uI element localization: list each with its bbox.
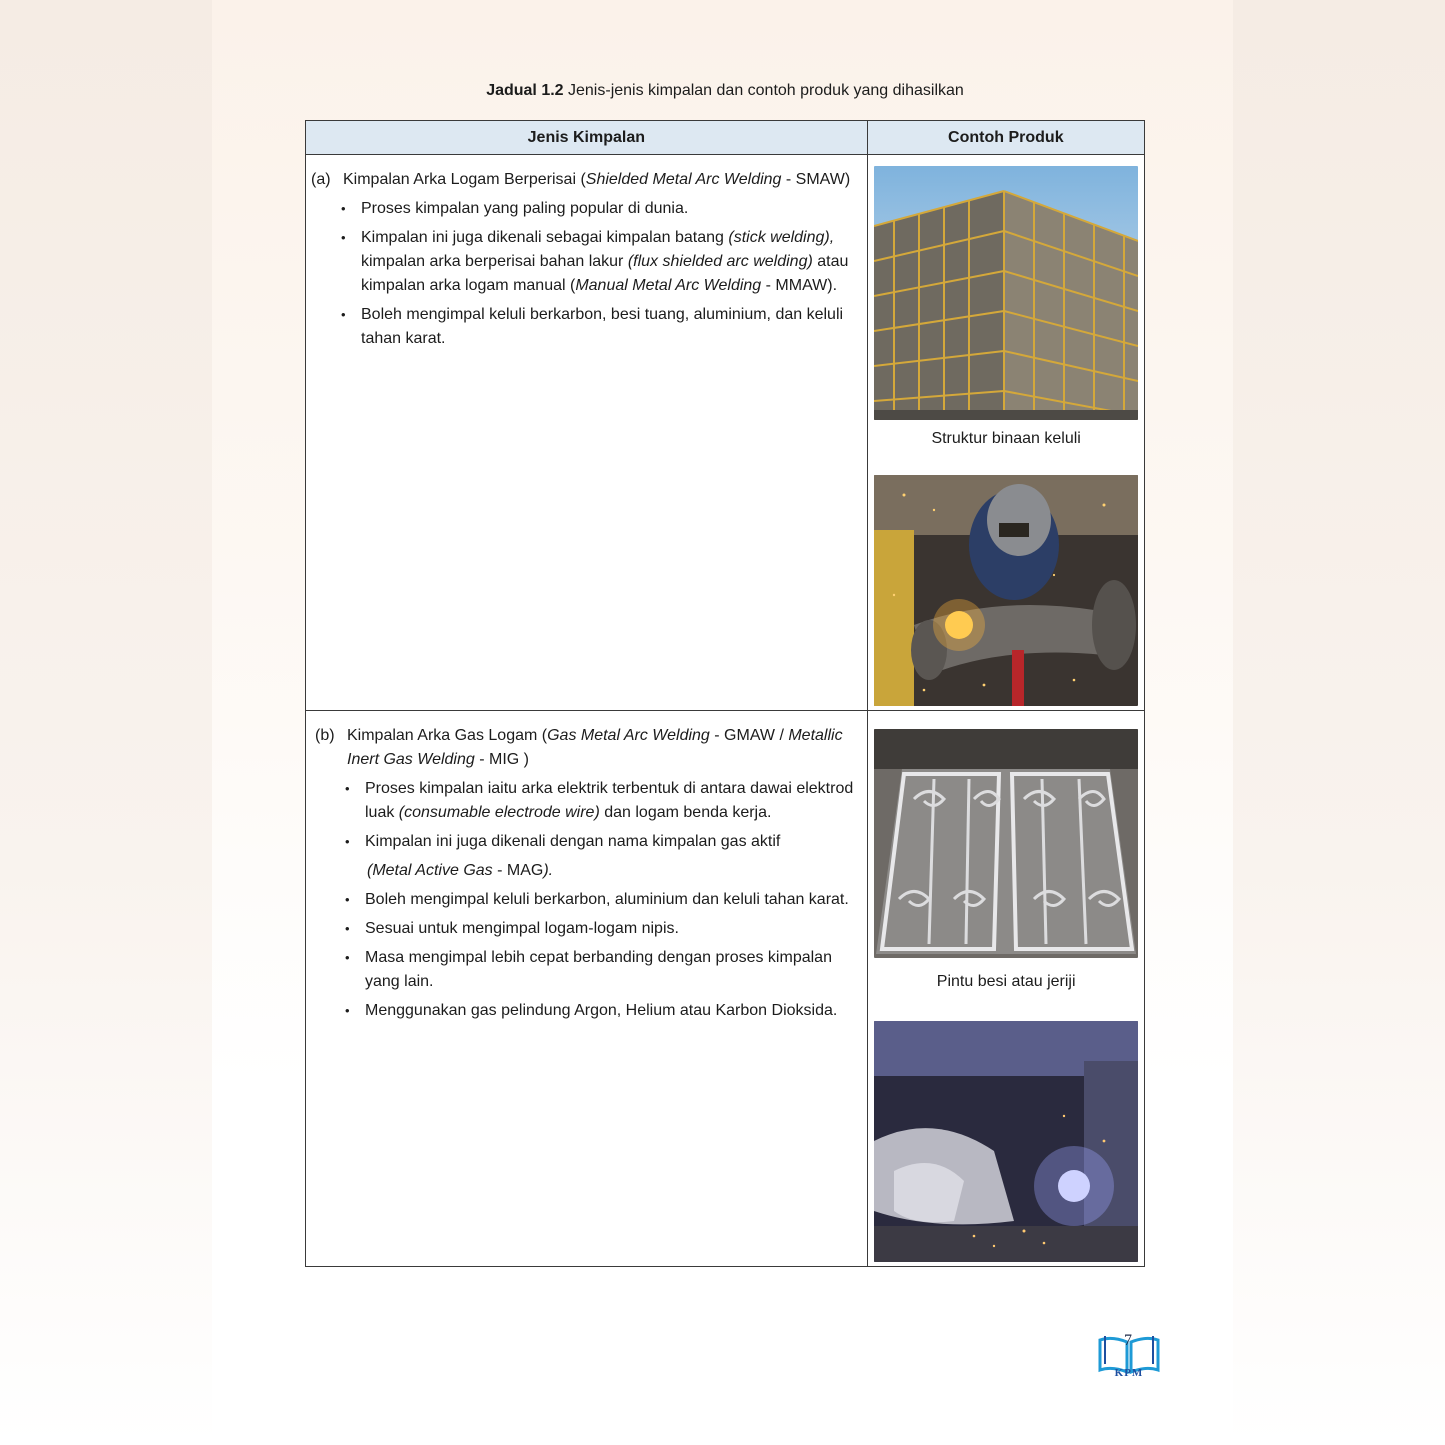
smaw-welder-photo [874,475,1138,706]
bullet-text: Proses kimpalan iaitu arka elektrik terbentuk di antara dawai elektrod luak [365,780,854,821]
list-item [345,946,860,994]
gmaw-title-pre: Kimpalan Arka Gas Logam ( [347,727,548,744]
mig-welder-photo [874,1021,1138,1262]
table-row-smaw [306,155,1145,711]
bullet-text: Kimpalan ini juga dikenali sebagai kimpalan batang [361,229,729,246]
bullet-text: - MMAW). [761,277,838,294]
list-item [341,226,860,298]
caption-label: Jadual 1.2 [486,82,564,99]
header-jenis-kimpalan: Jenis Kimpalan [306,121,868,155]
table-row-gmaw [306,711,1145,1267]
smaw-bullet-list [311,197,860,351]
list-item [345,830,860,883]
bullet-italic: Manual Metal Arc Welding [575,277,762,294]
bullet-italic: (stick welding), [728,229,835,246]
list-item [345,999,860,1023]
bullet-text: Boleh mengimpal keluli berkarbon, aluminium dan keluli tahan karat. [365,891,849,908]
bullet-text: Menggunakan gas pelindung Argon, Helium atau Karbon Dioksida. [365,1002,838,1019]
right-margin-background [1233,0,1445,1445]
gmaw-description-cell [306,711,868,1267]
list-item [345,777,860,825]
page-number: 7 [1124,1332,1132,1349]
smaw-description-cell [306,155,868,711]
bullet-text: - MAG [492,862,544,879]
gmaw-title-italic: Gas Metal Arc Welding [547,727,710,744]
caption-text: Jenis-jenis kimpalan dan contoh produk yang dihasilkan [563,82,964,99]
gmaw-title [315,724,860,772]
header-contoh-produk: Contoh Produk [867,121,1144,155]
photo-caption-pintu: Pintu besi atau jeriji [936,973,1076,990]
smaw-title-italic: Shielded Metal Arc Welding [585,171,782,188]
welding-types-table [305,120,1145,1267]
smaw-tag: (a) [311,171,331,188]
bullet-italic: (Metal Active Gas [367,862,493,879]
gmaw-bullet-list [315,777,860,1023]
bullet-text: Kimpalan ini juga dikenali dengan nama kimpalan gas aktif [365,833,781,850]
bullet-text: Masa mengimpal lebih cepat berbanding dengan proses kimpalan yang lain. [365,949,832,990]
logo-text: KPM [1114,1367,1144,1379]
smaw-photos-cell [867,155,1144,711]
list-item [345,917,860,941]
iron-gate-photo [874,729,1138,958]
gmaw-title-post: - MIG ) [474,751,529,768]
table-caption [305,82,1145,100]
bullet-italic: ). [543,862,554,879]
bullet-text: kimpalan arka berperisai bahan lakur [361,253,628,270]
bullet-italic: (flux shielded arc welding) [627,253,813,270]
gmaw-photos-cell [867,711,1144,1267]
table-header-row [306,121,1145,155]
gmaw-tag: (b) [315,727,335,744]
list-item [345,888,860,912]
smaw-title [311,168,860,192]
gmaw-title-italic2: Metallic Inert Gas Welding [347,727,843,768]
bullet-text: Boleh mengimpal keluli berkarbon, besi tuang, aluminium, dan keluli tahan karat. [361,306,844,347]
left-margin-background [0,0,212,1445]
bullet-text: atau kimpalan arka logam manual ( [361,253,849,294]
bullet-text: Sesuai untuk mengimpal logam-logam nipis. [365,920,679,937]
scaffolding-photo [874,166,1138,420]
smaw-title-post: - SMAW) [781,171,851,188]
photo-caption-struktur: Struktur binaan keluli [931,430,1081,447]
gmaw-title-mid: - GMAW / [709,727,789,744]
bullet-text: Proses kimpalan yang paling popular di dunia. [361,200,689,217]
smaw-title-pre: Kimpalan Arka Logam Berperisai ( [343,171,586,188]
list-item [341,197,860,221]
bullet-text: dan logam benda kerja. [599,804,772,821]
list-item [341,303,860,351]
bullet-italic: (consumable electrode wire) [398,804,600,821]
